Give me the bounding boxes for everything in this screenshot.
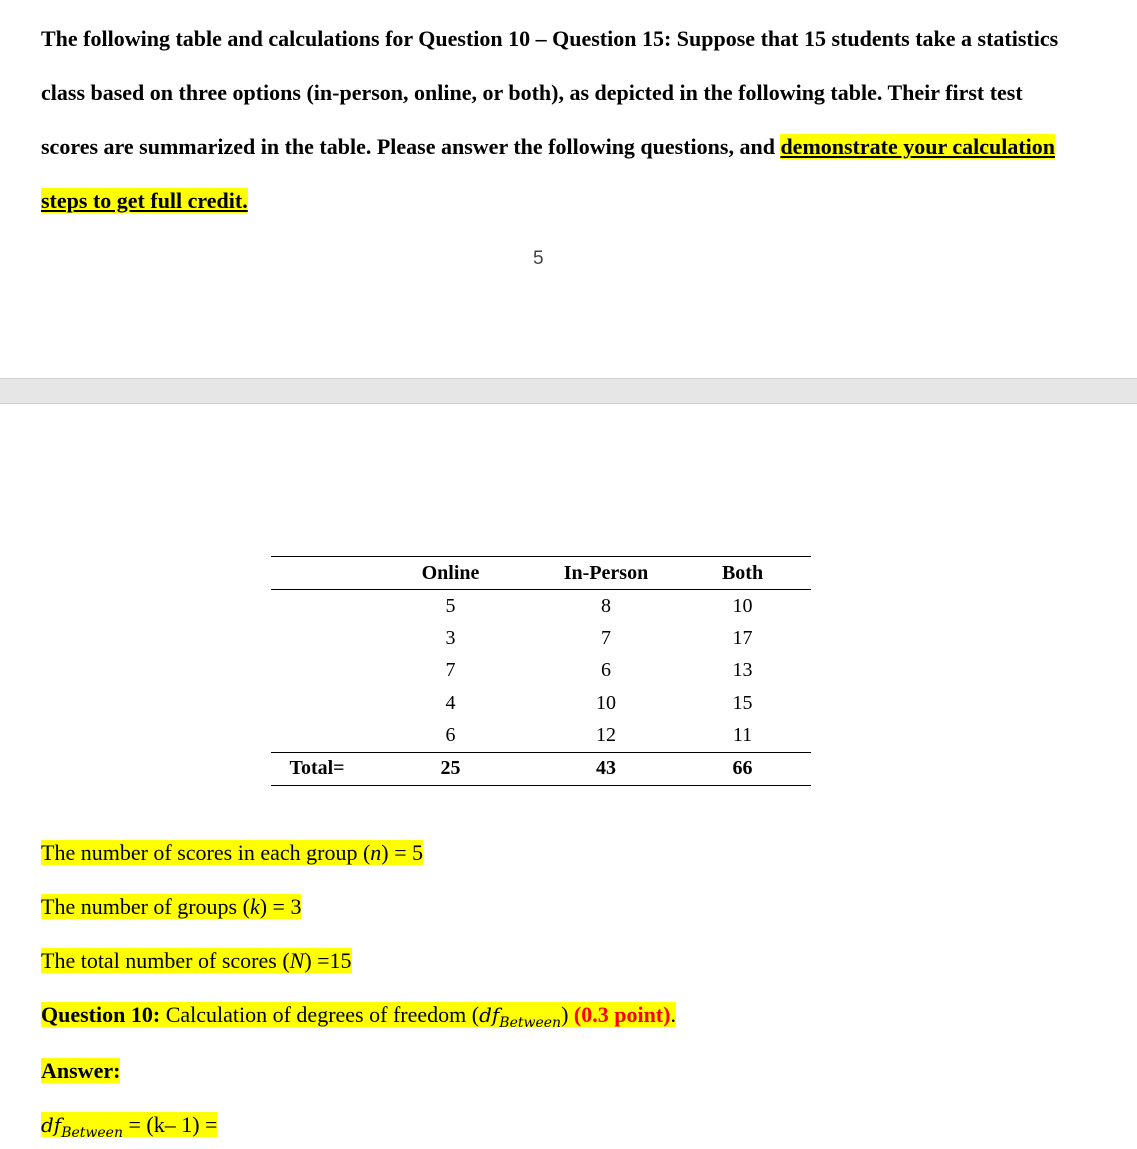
cell: 4 [445, 691, 456, 714]
intro-highlight: demonstrate your calculation steps to get full credit. [41, 134, 1056, 213]
cell: 10 [596, 691, 616, 714]
table-row [271, 720, 811, 753]
table-row [271, 687, 811, 719]
cell: 6 [445, 724, 456, 747]
question-10-points: (0.3 point) [573, 1002, 671, 1027]
cell: 17 [732, 627, 753, 650]
answer-df-subscript: Between [61, 1125, 123, 1141]
page-break-gap [0, 378, 1137, 404]
question-10-close: ) [561, 1002, 569, 1027]
answer-label: Answer: [41, 1058, 121, 1083]
question-10-period: . [670, 1002, 676, 1027]
scores-table [271, 556, 811, 786]
cell: 12 [596, 724, 616, 747]
fact-n [41, 840, 423, 866]
table-header-row [271, 557, 811, 590]
answer-formula-text: = (k– 1) = [123, 1112, 218, 1137]
header-in-person: In-Person [538, 557, 674, 590]
page-number: 5 [533, 248, 544, 269]
question-10-df: df [479, 1003, 500, 1027]
intro-paragraph [41, 12, 1081, 228]
fact-n-var: n [370, 840, 382, 865]
fact-k-post: ) = 3 [259, 894, 302, 919]
question-10-label: Question 10: [41, 1002, 161, 1027]
answer-label-line [41, 1058, 120, 1084]
answer-formula [41, 1112, 218, 1141]
fact-k-var: k [249, 894, 260, 919]
cell: 7 [445, 659, 456, 682]
question-10-df-subscript: Between [499, 1015, 562, 1031]
cell: 13 [732, 659, 753, 682]
answer-df: df [41, 1113, 62, 1137]
header-online: Online [363, 557, 538, 590]
fact-N-pre: The total number of scores ( [41, 948, 290, 973]
cell: 6 [601, 659, 611, 682]
fact-N [41, 948, 352, 974]
intro-text: The following table and calculations for Question 10 – Question 15: Suppose that 15 students take a statistics class based on three options (in-person, online, or both), as depicted in the following table. Their first test scores are summarized in the table. Please answer the following questions, and [41, 26, 1059, 159]
fact-N-var: N [289, 948, 305, 973]
fact-k-pre: The number of groups ( [41, 894, 250, 919]
fact-N-post: ) =15 [304, 948, 352, 973]
total-label: Total= [271, 752, 363, 785]
total-both: 66 [674, 752, 811, 785]
header-blank [271, 557, 363, 590]
cell: 3 [445, 627, 456, 650]
table-row [271, 655, 811, 687]
cell: 15 [732, 691, 753, 714]
table-row [271, 622, 811, 654]
table-row [271, 590, 811, 623]
cell: 11 [732, 724, 753, 747]
cell: 5 [445, 594, 456, 617]
cell: 10 [732, 594, 753, 617]
fact-n-pre: The number of scores in each group ( [41, 840, 371, 865]
cell: 8 [601, 594, 611, 617]
total-in-person: 43 [538, 752, 674, 785]
header-both: Both [674, 557, 811, 590]
total-row [271, 752, 811, 785]
question-10-text: Calculation of degrees of freedom ( [160, 1002, 480, 1027]
question-10 [41, 1002, 676, 1031]
total-online: 25 [363, 752, 538, 785]
fact-n-post: ) = 5 [381, 840, 424, 865]
cell: 7 [601, 627, 611, 650]
fact-k [41, 894, 301, 920]
